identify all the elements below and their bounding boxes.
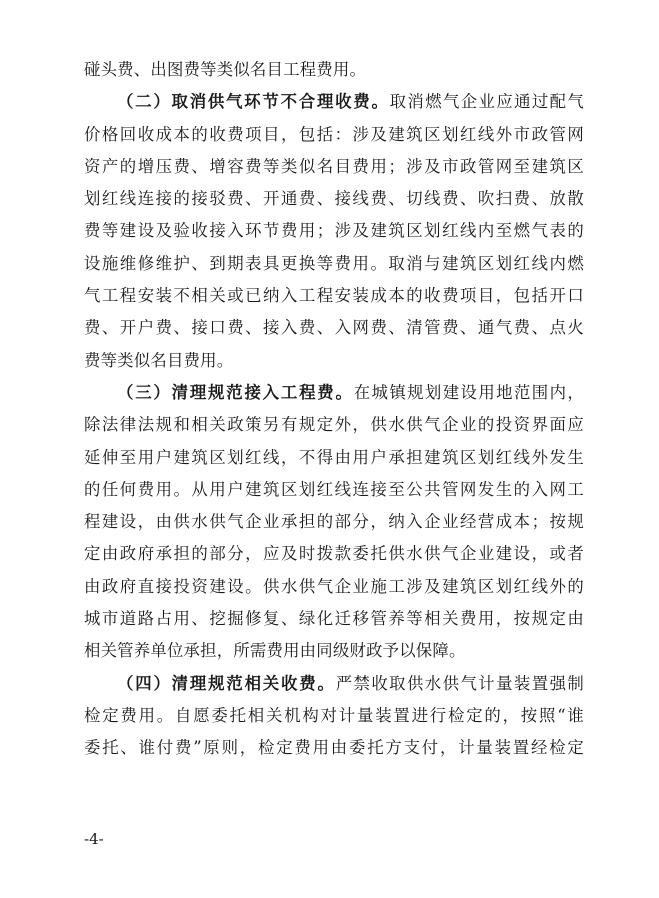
line-text: 程建设，由供水供气企业承担的部分，纳入企业经营成本；按规 (84, 512, 584, 532)
text-line (84, 506, 584, 538)
line-text: 委托、谁付费”原则，检定费用由委托方支付，计量装置经检定 (84, 738, 584, 758)
text-line (84, 571, 584, 603)
page-number: -4- (84, 830, 104, 848)
line-text: 设施维修维护、到期表具更换等费用。取消与建筑区划红线内燃 (84, 253, 584, 273)
line-text: 的任何费用。从用户建筑区划红线连接至公共管网发生的入网工 (84, 479, 584, 499)
line-text: 费等类似名目费用。 (84, 350, 234, 370)
text-line (84, 603, 584, 635)
line-text: 价格回收成本的收费项目，包括：涉及建筑区划红线外市政管网 (84, 124, 584, 144)
text-line (84, 183, 584, 215)
line-text: 延伸至用户建筑区划红线，不得由用户承担建筑区划红线外发生 (84, 447, 584, 467)
line-text: 除法律法规和相关政策另有规定外，供水供气企业的投资界面应 (84, 415, 584, 435)
line-text: 由政府直接投资建设。供水供气企业施工涉及建筑区划红线外的 (84, 576, 584, 596)
line-text: 在城镇规划建设用地范围内， (353, 382, 584, 402)
section-heading: （二）取消供气环节不合理收费。 (117, 92, 390, 112)
line-text: 气工程安装不相关或已纳入工程安装成本的收费项目，包括开口 (84, 286, 584, 306)
section-heading: （三）清理规范接入工程费。 (117, 382, 354, 402)
text-line (84, 345, 584, 377)
text-line (84, 86, 584, 118)
text-line (84, 151, 584, 183)
section-heading: （四）清理规范相关收费。 (117, 673, 336, 693)
text-line (84, 635, 584, 667)
line-text: 取消燃气企业应通过配气 (389, 92, 584, 112)
text-line (84, 700, 584, 732)
text-line (84, 538, 584, 570)
line-text: 资产的增压费、增容费等类似名目费用；涉及市政管网至建筑区 (84, 156, 584, 176)
text-line (84, 54, 584, 86)
line-text: 划红线连接的接驳费、开通费、接线费、切线费、吹扫费、放散 (84, 189, 584, 209)
line-text: 检定费用。自愿委托相关机构对计量装置进行检定的，按照“谁 (84, 705, 584, 725)
text-line (84, 312, 584, 344)
text-line (84, 377, 584, 409)
line-text: 城市道路占用、挖掘修复、绿化迁移管养等相关费用，按规定由 (84, 609, 584, 629)
text-line (84, 668, 584, 700)
line-text: 定由政府承担的部分，应及时拨款委托供水供气企业建设，或者 (84, 544, 584, 564)
text-line (84, 442, 584, 474)
body-text (84, 54, 584, 765)
line-text: 碰头费、出图费等类似名目工程费用。 (84, 60, 367, 79)
line-text: 相关管养单位承担，所需费用由同级财政予以保障。 (84, 641, 466, 661)
line-text: 严禁收取供水供气计量装置强制 (335, 673, 584, 693)
text-line (84, 280, 584, 312)
text-line (84, 215, 584, 247)
line-text: 费等建设及验收接入环节费用；涉及建筑区划红线内至燃气表的 (84, 221, 584, 241)
text-line (84, 409, 584, 441)
text-line (84, 474, 584, 506)
text-line (84, 248, 584, 280)
text-line (84, 732, 584, 764)
text-line (84, 119, 584, 151)
line-text: 费、开户费、接口费、接入费、入网费、清管费、通气费、点火 (84, 318, 584, 338)
